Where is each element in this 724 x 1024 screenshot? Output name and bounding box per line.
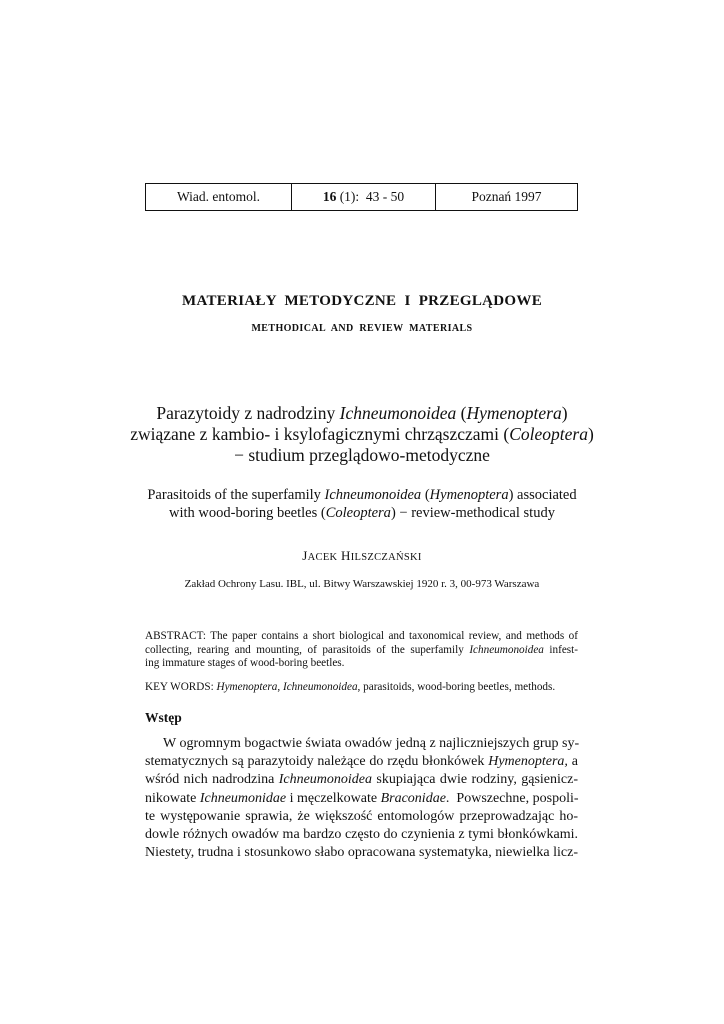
place-year: Poznań 1997 [435,184,577,210]
journal-header-table [145,183,578,211]
text: ) associated [508,487,577,503]
text: , parasitoids, wood-boring beetles, methods. [357,681,556,693]
text: . Powszechne, pospoli- [445,790,579,806]
taxon: Hymenoptera [429,487,509,503]
taxon: Coleoptera [509,424,588,444]
title-pl-line-1 [0,403,724,424]
text: ( [421,487,430,503]
text: ) − review-methodical study [390,505,555,521]
text: ILSZCZAŃSKI [350,552,422,563]
text: związane z kambio- i ksylofagicznymi chrząszczami ( [130,424,510,444]
taxon: Hymenoptera [466,403,562,423]
text: i męczelkowate [286,790,381,806]
title-english [0,486,724,522]
intro-heading: Wstęp [145,710,182,725]
taxon: Hymenoptera [216,681,278,693]
text: a [567,754,578,770]
text: skupiająca dwie rodziny, gąsienicz- [372,772,578,788]
abstract-line: ABSTRACT: The paper contains a short biological and taxonomical review, and methods of [145,630,578,642]
journal-name: Wiad. entomol. [176,189,261,204]
abstract-line: ing immature stages of wood-boring beetles. [145,657,345,669]
title-en-line-1 [0,486,724,504]
text: wśród nich nadrodzina [145,772,279,788]
text: with wood-boring beetles ( [169,505,326,521]
taxon: Ichneumonoidea [282,681,358,693]
taxon: Ichneumonoidea [469,643,544,656]
body-line [145,771,578,789]
body-line: te występowanie sprawia, że większość entomologów przeprowadzając ho- [145,808,578,824]
text: , [277,681,283,693]
text: ( [456,403,467,423]
text: collecting, rearing and mounting, of parasitoids of the superfamily [145,643,470,656]
text: Parazytoidy z nadrodziny [156,403,340,423]
keywords [145,681,578,695]
issue-pages: (1): 43 - 50 [336,189,405,204]
abstract [145,630,578,671]
text: H [341,548,351,563]
taxon: Braconidae [380,790,446,806]
taxon: Hymenoptera, [488,754,568,770]
text: KEY WORDS: [145,681,217,693]
body-line: dowle różnych owadów ma bardzo często do czynienia z tymi błonkówkami. [145,827,578,843]
taxon: Coleoptera [325,505,391,521]
taxon: Ichneumonoidea [324,487,422,503]
volume-issue [291,184,435,210]
text: ) [561,403,568,423]
title-en-line-2 [0,504,724,522]
section-title: MATERIAŁY METODYCZNE I PRZEGLĄDOWE [181,293,543,309]
abstract-line [145,644,578,658]
body-line [145,753,578,771]
author-affiliation: Zakład Ochrony Lasu. IBL, ul. Bitwy Warszawskiej 1920 r. 3, 00-973 Warszawa [184,578,540,590]
section-subtitle: METHODICAL AND REVIEW MATERIALS [251,323,473,334]
volume-number: 16 [322,189,337,204]
taxon: Ichneumonidae [199,790,287,806]
text: nikowate [145,790,200,806]
author-name [0,548,724,564]
text: ) [587,424,594,444]
body-line: Niestety, trudna i stosunkowo słabo opracowana systematyka, niewielka licz- [145,845,578,861]
title-pl-line-2 [0,424,724,445]
text: Parasitoids of the superfamily [147,487,325,503]
title-pl-line-3: − studium przeglądowo-metodyczne [234,445,490,465]
taxon: Ichneumonoidea [278,772,373,788]
title-polish [0,403,724,466]
text: infest- [543,643,578,656]
text: stematycznych są parazytoidy należące do rzędu błonkówek [145,754,489,770]
intro-paragraph [145,735,578,862]
text: ACEK [307,552,338,563]
text: J [302,548,308,563]
body-line [145,790,578,808]
body-line: W ogromnym bogactwie świata owadów jedną z najliczniejszych grup sy- [163,736,580,751]
taxon: Ichneumonoidea [339,403,457,423]
